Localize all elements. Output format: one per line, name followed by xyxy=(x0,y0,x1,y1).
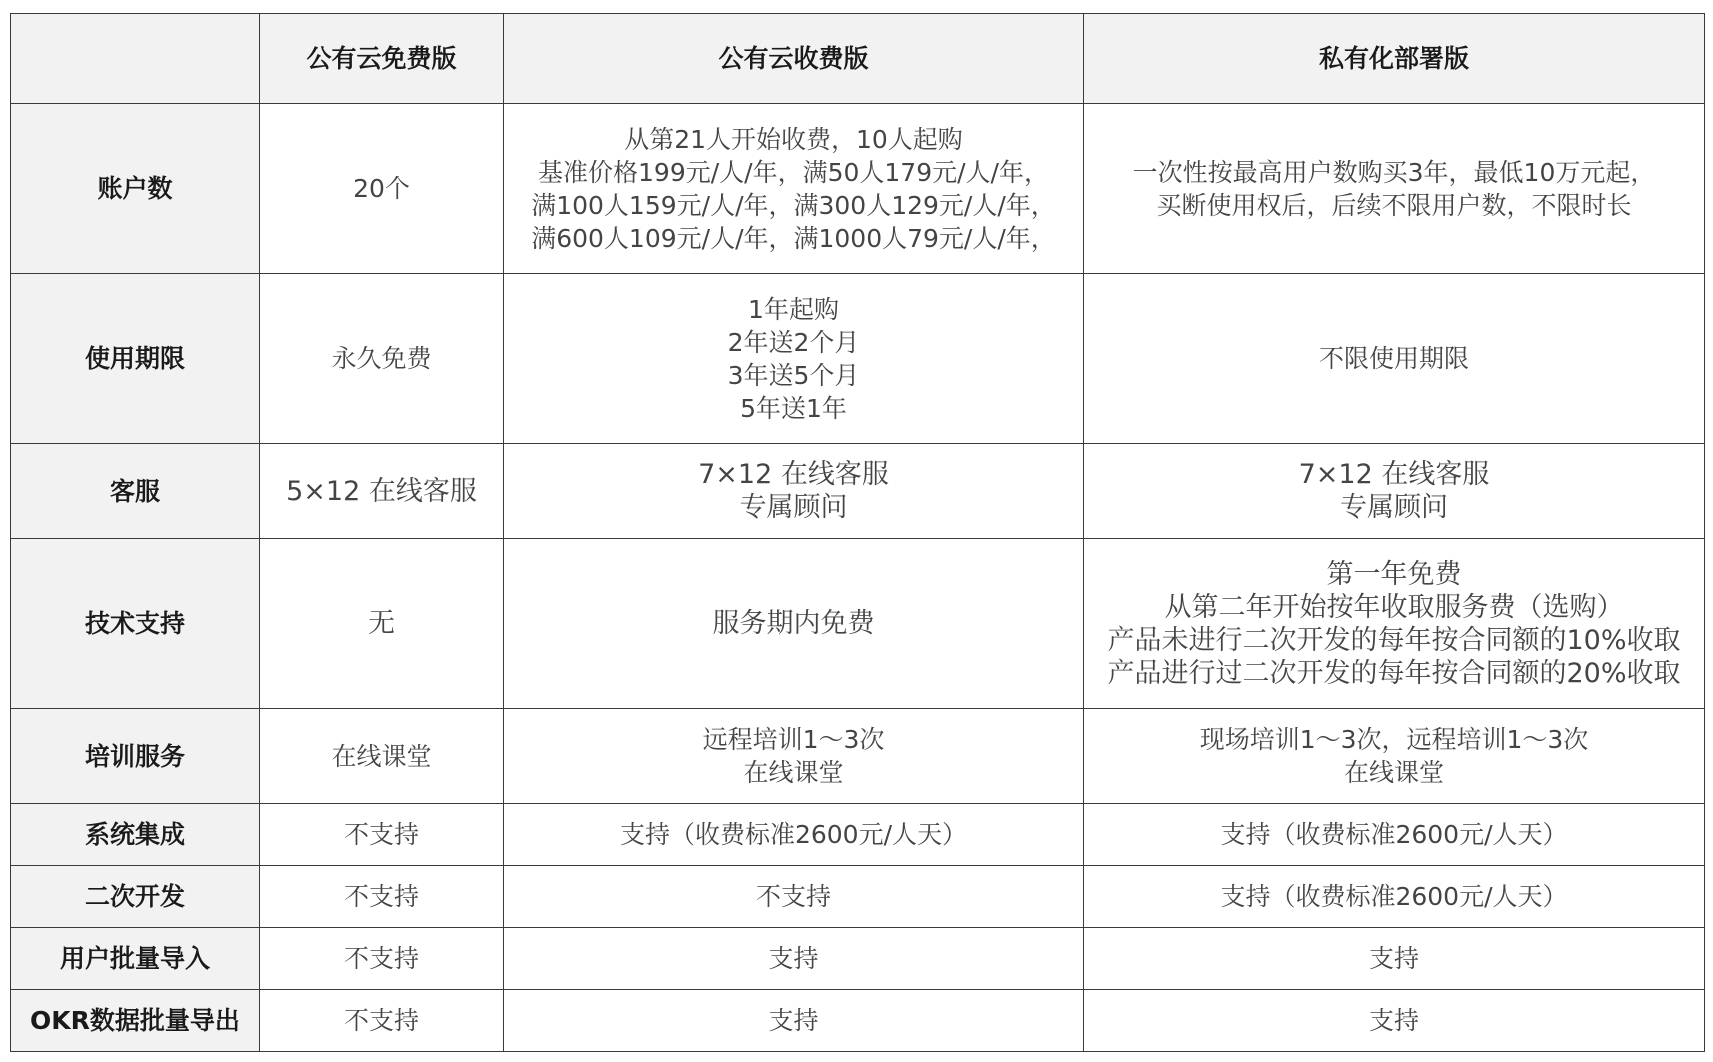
table-cell xyxy=(504,444,1084,539)
cell-text-line: 无 xyxy=(368,608,395,639)
cell-text-line: 支持 xyxy=(1368,944,1419,973)
table-cell xyxy=(260,274,504,444)
cell-text-line: 在线课堂 xyxy=(1343,758,1444,787)
cell-text-line: 5年送1年 xyxy=(740,393,847,423)
cell-text-line: 产品进行过二次开发的每年按合同额的20%收取 xyxy=(1107,657,1681,689)
table-body xyxy=(11,104,1705,1052)
table-cell xyxy=(1084,444,1705,539)
table-cell xyxy=(1084,274,1705,444)
row-label: 系统集成 xyxy=(11,804,260,866)
row-okr-bulk-export xyxy=(11,990,1705,1052)
cell-text-line: 远程培训1～3次 xyxy=(702,725,885,754)
cell-text-line: 不支持 xyxy=(343,820,419,849)
table-cell xyxy=(504,866,1084,928)
cell-text-line: 满100人159元/人/年，满300人129元/人/年， xyxy=(531,190,1056,220)
row-accounts xyxy=(11,104,1705,274)
row-label: 账户数 xyxy=(11,104,260,274)
row-label: 二次开发 xyxy=(11,866,260,928)
table-cell xyxy=(1084,104,1705,274)
table-cell xyxy=(260,709,504,804)
table-cell xyxy=(1084,709,1705,804)
table-cell xyxy=(504,709,1084,804)
table-cell xyxy=(260,444,504,539)
column-header-free-public-cloud: 公有云免费版 xyxy=(260,14,504,104)
row-secondary-development xyxy=(11,866,1705,928)
cell-text-line: 3年送5个月 xyxy=(727,360,860,390)
cell-text-line: 不支持 xyxy=(343,944,419,973)
cell-text-line: 不限使用期限 xyxy=(1318,344,1469,373)
row-label: 技术支持 xyxy=(11,539,260,709)
table-cell xyxy=(1084,866,1705,928)
cell-text-line: 从第二年开始按年收取服务费（选购） xyxy=(1164,591,1624,623)
cell-text-line: 一次性按最高用户数购买3年，最低10万元起， xyxy=(1132,157,1656,187)
table-cell xyxy=(504,274,1084,444)
row-label: 培训服务 xyxy=(11,709,260,804)
cell-text-line: 专属顾问 xyxy=(739,492,848,523)
cell-text-line: 不支持 xyxy=(343,1006,419,1035)
cell-text-line: 专属顾问 xyxy=(1340,492,1448,523)
cell-text-line: 支持 xyxy=(768,1006,819,1035)
cell-text-line: 7×12 在线客服 xyxy=(1298,459,1490,490)
header-row xyxy=(11,14,1705,104)
table-cell xyxy=(260,866,504,928)
cell-text-line: 不支持 xyxy=(343,882,419,911)
cell-text-line: 7×12 在线客服 xyxy=(698,459,889,490)
row-customer-service xyxy=(11,444,1705,539)
cell-text-line: 支持 xyxy=(1368,1006,1419,1035)
table-cell xyxy=(1084,990,1705,1052)
table-cell xyxy=(504,104,1084,274)
row-usage-period xyxy=(11,274,1705,444)
cell-text-line: 支持（收费标准2600元/人天） xyxy=(1220,820,1568,849)
cell-text-line: 2年送2个月 xyxy=(727,327,860,357)
table-cell xyxy=(260,990,504,1052)
cell-text-line: 第一年免费 xyxy=(1326,558,1462,590)
cell-text-line: 在线课堂 xyxy=(331,741,432,771)
cell-text-line: 产品未进行二次开发的每年按合同额的10%收取 xyxy=(1107,624,1681,656)
row-tech-support xyxy=(11,539,1705,709)
table-cell xyxy=(504,539,1084,709)
table-cell xyxy=(260,539,504,709)
cell-text-line: 现场培训1～3次，远程培训1～3次 xyxy=(1199,725,1589,754)
cell-text-line: 支持 xyxy=(768,944,819,973)
row-label: 使用期限 xyxy=(11,274,260,444)
cell-text-line: 服务期内免费 xyxy=(712,608,875,639)
cell-text-line: 基准价格199元/人/年，满50人179元/人/年， xyxy=(538,157,1049,187)
row-label: 用户批量导入 xyxy=(11,928,260,990)
column-header-paid-public-cloud: 公有云收费版 xyxy=(504,14,1084,104)
table-cell xyxy=(260,104,504,274)
cell-text-line: 支持（收费标准2600元/人天） xyxy=(1220,882,1568,911)
corner-cell xyxy=(11,14,260,104)
pricing-comparison-table xyxy=(10,13,1705,1052)
cell-text-line: 永久免费 xyxy=(331,344,432,373)
row-label: OKR数据批量导出 xyxy=(11,990,260,1052)
table-cell xyxy=(1084,928,1705,990)
table-cell xyxy=(504,804,1084,866)
cell-text-line: 从第21人开始收费，10人起购 xyxy=(624,124,963,154)
cell-text-line: 5×12 在线客服 xyxy=(286,475,477,507)
cell-text-line: 在线课堂 xyxy=(743,758,844,787)
cell-text-line: 支持（收费标准2600元/人天） xyxy=(619,820,968,849)
cell-text-line: 20个 xyxy=(353,174,410,203)
table-cell xyxy=(260,804,504,866)
column-header-private-deployment: 私有化部署版 xyxy=(1084,14,1705,104)
table-cell xyxy=(1084,804,1705,866)
row-training xyxy=(11,709,1705,804)
row-label: 客服 xyxy=(11,444,260,539)
table-cell xyxy=(504,928,1084,990)
table-cell xyxy=(260,928,504,990)
table-cell xyxy=(504,990,1084,1052)
cell-text-line: 不支持 xyxy=(755,882,831,911)
cell-text-line: 1年起购 xyxy=(748,294,839,324)
row-system-integration xyxy=(11,804,1705,866)
cell-text-line: 满600人109元/人/年，满1000人79元/人/年， xyxy=(531,223,1056,253)
cell-text-line: 买断使用权后，后续不限用户数，不限时长 xyxy=(1156,190,1632,220)
table-cell xyxy=(1084,539,1705,709)
row-bulk-user-import xyxy=(11,928,1705,990)
